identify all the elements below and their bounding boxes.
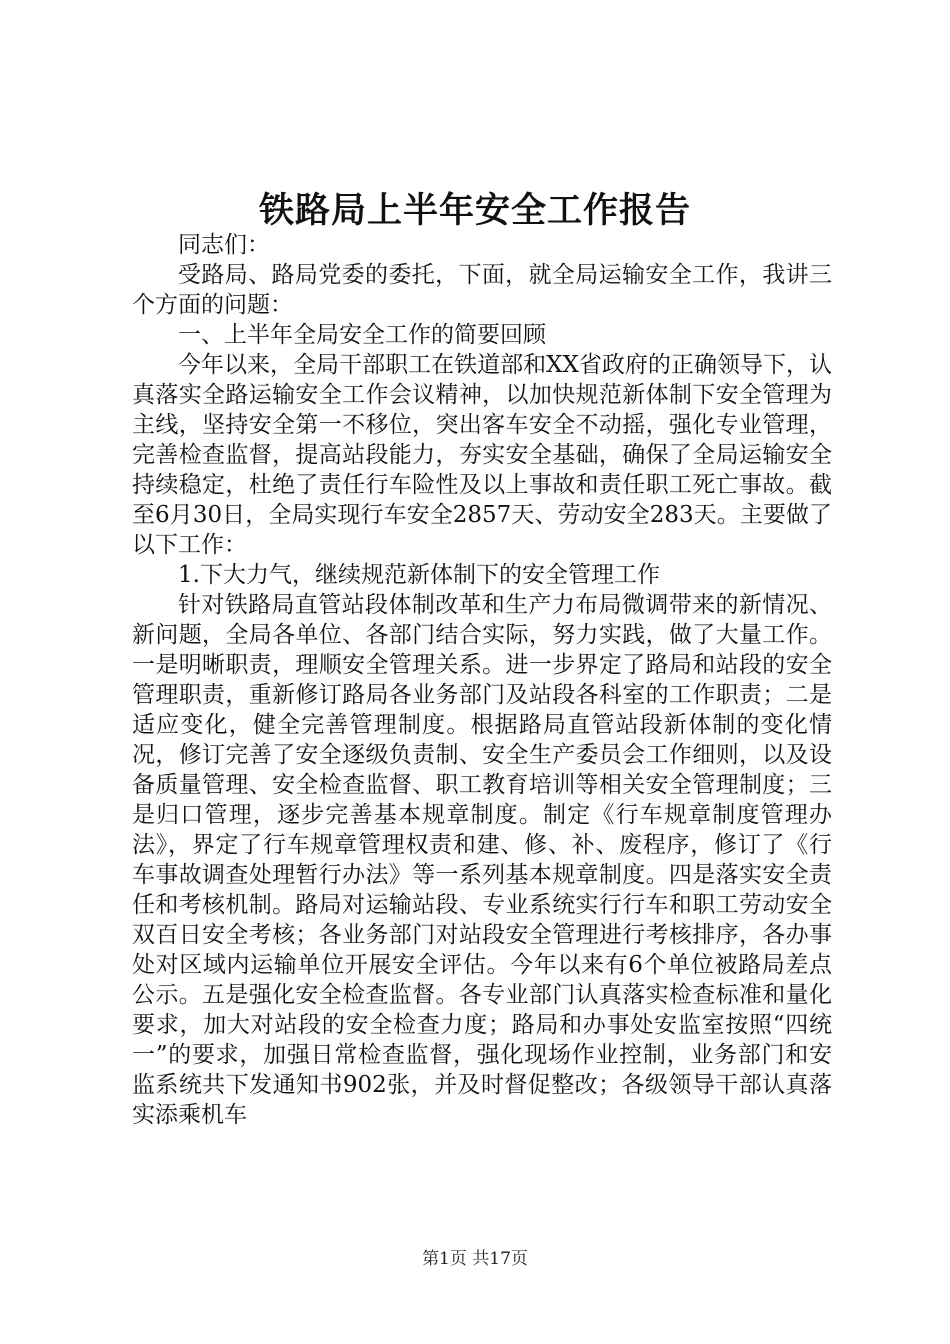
document-title: 铁路局上半年安全工作报告 bbox=[258, 190, 691, 231]
page-number-footer: 第1页 共17页 bbox=[422, 1249, 528, 1269]
detail-paragraph: 针对铁路局直管站段体制改革和生产力布局微调带来的新情况、新问题，全局各单位、各部门结合实际，努力实践，做了大量工作。一是明晰职责，理顺安全管理关系。进一步界定了路局和站段的安全管理职责，重新修订路局各业务部门及站段各科室的工作职责；二是适应变化，健全完善管理制度。根据路局直管站段新体制的变化情况，修订完善了安全逐级负责制、安全生产委员会工作细则，以及设备质量管理、安全检查监督、职工教育培训等相关安全管理制度；三是归口管理，逐步完善基本规章制度。制定《行车规章制度管理办法》，界定了行车规章管理权责和建、修、补、废程序，修订了《行车事故调查处理暂行办法》等一系列基本规章制度。四是落实安全责任和考核机制。路局对运输站段、专业系统实行行车和职工劳动安全双百日安全考核；各业务部门对站段安全管理进行考核排序，各办事处对区域内运输单位开展安全评估。今年以来有6个单位被路局差点公示。五是强化安全检查监督。各专业部门认真落实检查标准和量化要求，加大对站段的安全检查力度；路局和办事处安监室按照“四统一”的要求，加强日常检查监督，强化现场作业控制，业务部门和安监系统共下发通知书902张，并及时督促整改；各级领导干部认真落实添乘机车 bbox=[132, 592, 832, 1128]
salutation-paragraph: 同志们： bbox=[178, 232, 270, 258]
review-paragraph: 今年以来，全局干部职工在铁道部和XX省政府的正确领导下，认真落实全路运输安全工作会议精神，以加快规范新体制下安全管理为主线，坚持安全第一不移位，突出客车安全不动摇，强化专业管理，完善检查监督，提高站段能力，夯实安全基础，确保了全局运输安全持续稳定，杜绝了责任行车险性及以上事故和责任职工死亡事故。截至6月30日，全局实现行车安全2857天、劳动安全283天。主要做了以下工作： bbox=[132, 352, 832, 558]
subsection-heading: 1.下大力气，继续规范新体制下的安全管理工作 bbox=[178, 562, 660, 588]
section-heading: 一、上半年全局安全工作的简要回顾 bbox=[178, 322, 546, 348]
intro-paragraph: 受路局、路局党委的委托，下面，就全局运输安全工作，我讲三个方面的问题： bbox=[132, 262, 832, 318]
document-body bbox=[132, 230, 832, 1130]
